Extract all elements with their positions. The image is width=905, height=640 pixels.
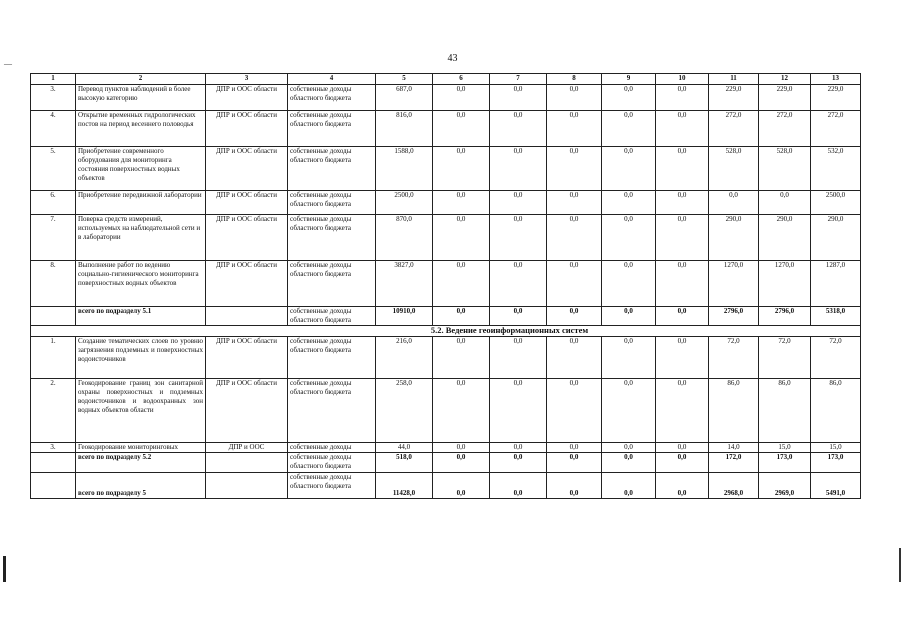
item-description: Создание тематических слоев по уровню загрязнения подземных и поверхностных водоисточников — [76, 336, 206, 378]
scan-edge-mark: — — [4, 59, 12, 68]
value-col-12: 2796,0 — [759, 307, 811, 326]
responsible-executor: ДПР и ООС области — [206, 215, 288, 261]
value-col-10: 0,0 — [656, 472, 709, 498]
total-amount: 518,0 — [376, 452, 433, 472]
value-col-6: 0,0 — [433, 307, 490, 326]
section-title: 5.2. Ведение геоинформационных систем — [31, 325, 861, 336]
page-number: 43 — [447, 53, 458, 64]
value-col-13: 5318,0 — [811, 307, 861, 326]
budget-table — [30, 73, 861, 499]
scan-edge-mark-right — [899, 548, 901, 582]
subtotal-row — [31, 452, 861, 472]
value-col-8: 0,0 — [547, 147, 602, 191]
value-col-10: 0,0 — [656, 452, 709, 472]
header-cell: 7 — [490, 74, 547, 85]
value-col-13: 15,0 — [811, 442, 861, 452]
value-col-7: 0,0 — [490, 442, 547, 452]
value-col-9: 0,0 — [602, 307, 656, 326]
value-col-13: 229,0 — [811, 85, 861, 111]
value-col-11: 0,0 — [709, 191, 759, 215]
funding-source: собственные доходы областного бюджета — [288, 147, 376, 191]
total-amount: 44,0 — [376, 442, 433, 452]
section-heading-row — [31, 325, 861, 336]
value-col-8: 0,0 — [547, 472, 602, 498]
value-col-7: 0,0 — [490, 378, 547, 442]
item-description: Геокодирование границ зон санитарной охраны поверхностных и подземных водоисточников и водоохранных зон водных объектов области — [76, 378, 206, 442]
funding-source: собственные доходы областного бюджета — [288, 85, 376, 111]
item-description: Геокодирование мониторинговых — [76, 442, 206, 452]
item-description: Открытие временных гидрологических постов на период весеннего половодья — [76, 111, 206, 147]
value-col-13: 532,0 — [811, 147, 861, 191]
responsible-executor: ДПР и ООС области — [206, 85, 288, 111]
total-amount: 11428,0 — [376, 472, 433, 498]
header-cell: 6 — [433, 74, 490, 85]
value-col-13: 72,0 — [811, 336, 861, 378]
value-col-12: 1270,0 — [759, 261, 811, 307]
responsible-executor: ДПР и ООС области — [206, 147, 288, 191]
value-col-10: 0,0 — [656, 307, 709, 326]
funding-source: собственные доходы областного бюджета — [288, 111, 376, 147]
value-col-12: 72,0 — [759, 336, 811, 378]
value-col-7: 0,0 — [490, 261, 547, 307]
value-col-8: 0,0 — [547, 85, 602, 111]
value-col-8: 0,0 — [547, 307, 602, 326]
value-col-11: 14,0 — [709, 442, 759, 452]
value-col-12: 528,0 — [759, 147, 811, 191]
value-col-6: 0,0 — [433, 191, 490, 215]
item-number: 3. — [31, 442, 76, 452]
value-col-9: 0,0 — [602, 261, 656, 307]
item-description: всего по подразделу 5.1 — [76, 307, 206, 326]
item-description: Поверка средств измерений, используемых на наблюдательной сети и в лаборатории — [76, 215, 206, 261]
value-col-9: 0,0 — [602, 336, 656, 378]
value-col-11: 2796,0 — [709, 307, 759, 326]
value-col-10: 0,0 — [656, 111, 709, 147]
value-col-9: 0,0 — [602, 215, 656, 261]
header-cell: 2 — [76, 74, 206, 85]
value-col-11: 172,0 — [709, 452, 759, 472]
header-cell: 4 — [288, 74, 376, 85]
table-row — [31, 85, 861, 111]
value-col-9: 0,0 — [602, 472, 656, 498]
funding-source: собственные доходы областного бюджета — [288, 261, 376, 307]
value-col-11: 1270,0 — [709, 261, 759, 307]
value-col-6: 0,0 — [433, 215, 490, 261]
total-amount: 2500,0 — [376, 191, 433, 215]
subtotal-row — [31, 472, 861, 498]
total-amount: 1588,0 — [376, 147, 433, 191]
value-col-6: 0,0 — [433, 442, 490, 452]
value-col-10: 0,0 — [656, 215, 709, 261]
value-col-12: 290,0 — [759, 215, 811, 261]
value-col-6: 0,0 — [433, 111, 490, 147]
total-amount: 216,0 — [376, 336, 433, 378]
item-description: Выполнение работ по ведению социально-гигиенического мониторинга поверхностных водных объектов — [76, 261, 206, 307]
value-col-7: 0,0 — [490, 307, 547, 326]
item-number — [31, 472, 76, 498]
item-number — [31, 452, 76, 472]
responsible-executor: ДПР и ООС области — [206, 261, 288, 307]
item-description: Перевод пунктов наблюдений в более высокую категорию — [76, 85, 206, 111]
item-description: Приобретение современного оборудования для мониторинга состояния поверхностных водных объектов — [76, 147, 206, 191]
value-col-8: 0,0 — [547, 452, 602, 472]
table-row — [31, 442, 861, 452]
header-cell: 12 — [759, 74, 811, 85]
value-col-7: 0,0 — [490, 215, 547, 261]
scan-edge-mark-bottom-left — [3, 556, 6, 582]
value-col-9: 0,0 — [602, 111, 656, 147]
value-col-7: 0,0 — [490, 452, 547, 472]
table-row — [31, 191, 861, 215]
funding-source: собственные доходы областного бюджета — [288, 472, 376, 498]
header-cell: 9 — [602, 74, 656, 85]
value-col-9: 0,0 — [602, 378, 656, 442]
item-description: Приобретение передвижной лаборатории — [76, 191, 206, 215]
item-number: 1. — [31, 336, 76, 378]
subtotal-row — [31, 307, 861, 326]
responsible-executor: ДПР и ООС области — [206, 191, 288, 215]
value-col-8: 0,0 — [547, 442, 602, 452]
value-col-12: 173,0 — [759, 452, 811, 472]
value-col-8: 0,0 — [547, 261, 602, 307]
value-col-11: 272,0 — [709, 111, 759, 147]
funding-source: собственные доходы — [288, 442, 376, 452]
value-col-11: 229,0 — [709, 85, 759, 111]
funding-source: собственные доходы областного бюджета — [288, 191, 376, 215]
item-number — [31, 307, 76, 326]
total-amount: 816,0 — [376, 111, 433, 147]
value-col-13: 2500,0 — [811, 191, 861, 215]
value-col-8: 0,0 — [547, 378, 602, 442]
value-col-6: 0,0 — [433, 85, 490, 111]
header-cell: 8 — [547, 74, 602, 85]
value-col-6: 0,0 — [433, 472, 490, 498]
total-amount: 10910,0 — [376, 307, 433, 326]
value-col-12: 272,0 — [759, 111, 811, 147]
value-col-6: 0,0 — [433, 452, 490, 472]
value-col-9: 0,0 — [602, 191, 656, 215]
value-col-10: 0,0 — [656, 336, 709, 378]
item-number: 5. — [31, 147, 76, 191]
value-col-6: 0,0 — [433, 378, 490, 442]
value-col-8: 0,0 — [547, 111, 602, 147]
value-col-13: 272,0 — [811, 111, 861, 147]
value-col-13: 1287,0 — [811, 261, 861, 307]
value-col-13: 290,0 — [811, 215, 861, 261]
item-number: 7. — [31, 215, 76, 261]
responsible-executor: ДПР и ООС области — [206, 378, 288, 442]
value-col-12: 0,0 — [759, 191, 811, 215]
value-col-7: 0,0 — [490, 472, 547, 498]
table-body — [31, 85, 861, 499]
responsible-executor: ДПР и ООС области — [206, 336, 288, 378]
item-description: всего по подразделу 5 — [76, 472, 206, 498]
value-col-6: 0,0 — [433, 336, 490, 378]
value-col-8: 0,0 — [547, 191, 602, 215]
value-col-12: 15,0 — [759, 442, 811, 452]
value-col-10: 0,0 — [656, 147, 709, 191]
value-col-13: 86,0 — [811, 378, 861, 442]
table-row — [31, 147, 861, 191]
value-col-7: 0,0 — [490, 111, 547, 147]
value-col-9: 0,0 — [602, 85, 656, 111]
value-col-13: 173,0 — [811, 452, 861, 472]
value-col-9: 0,0 — [602, 442, 656, 452]
total-amount: 687,0 — [376, 85, 433, 111]
responsible-executor: ДПР и ООС — [206, 442, 288, 452]
total-amount: 870,0 — [376, 215, 433, 261]
funding-source: собственные доходы областного бюджета — [288, 307, 376, 326]
value-col-11: 2968,0 — [709, 472, 759, 498]
funding-source: собственные доходы областного бюджета — [288, 215, 376, 261]
value-col-13: 5491,0 — [811, 472, 861, 498]
header-cell: 1 — [31, 74, 76, 85]
table-row — [31, 111, 861, 147]
table-row — [31, 215, 861, 261]
item-number: 2. — [31, 378, 76, 442]
value-col-9: 0,0 — [602, 147, 656, 191]
value-col-10: 0,0 — [656, 85, 709, 111]
value-col-7: 0,0 — [490, 147, 547, 191]
responsible-executor — [206, 472, 288, 498]
value-col-7: 0,0 — [490, 191, 547, 215]
header-cell: 5 — [376, 74, 433, 85]
value-col-11: 72,0 — [709, 336, 759, 378]
value-col-12: 86,0 — [759, 378, 811, 442]
value-col-10: 0,0 — [656, 191, 709, 215]
value-col-7: 0,0 — [490, 336, 547, 378]
table-header-row — [31, 74, 861, 85]
responsible-executor — [206, 307, 288, 326]
funding-source: собственные доходы областного бюджета — [288, 378, 376, 442]
value-col-8: 0,0 — [547, 336, 602, 378]
value-col-8: 0,0 — [547, 215, 602, 261]
value-col-11: 528,0 — [709, 147, 759, 191]
total-amount: 3827,0 — [376, 261, 433, 307]
value-col-12: 229,0 — [759, 85, 811, 111]
table-row — [31, 336, 861, 378]
value-col-10: 0,0 — [656, 442, 709, 452]
value-col-12: 2969,0 — [759, 472, 811, 498]
table-row — [31, 261, 861, 307]
value-col-11: 86,0 — [709, 378, 759, 442]
funding-source: собственные доходы областного бюджета — [288, 336, 376, 378]
responsible-executor: ДПР и ООС области — [206, 111, 288, 147]
total-amount: 258,0 — [376, 378, 433, 442]
item-description: всего по подразделу 5.2 — [76, 452, 206, 472]
item-number: 4. — [31, 111, 76, 147]
value-col-6: 0,0 — [433, 261, 490, 307]
value-col-9: 0,0 — [602, 452, 656, 472]
item-number: 3. — [31, 85, 76, 111]
responsible-executor — [206, 452, 288, 472]
value-col-7: 0,0 — [490, 85, 547, 111]
header-cell: 13 — [811, 74, 861, 85]
header-cell: 3 — [206, 74, 288, 85]
value-col-10: 0,0 — [656, 378, 709, 442]
value-col-11: 290,0 — [709, 215, 759, 261]
value-col-10: 0,0 — [656, 261, 709, 307]
header-cell: 10 — [656, 74, 709, 85]
table-row — [31, 378, 861, 442]
header-cell: 11 — [709, 74, 759, 85]
value-col-6: 0,0 — [433, 147, 490, 191]
item-number: 8. — [31, 261, 76, 307]
item-number: 6. — [31, 191, 76, 215]
funding-source: собственные доходы областного бюджета — [288, 452, 376, 472]
